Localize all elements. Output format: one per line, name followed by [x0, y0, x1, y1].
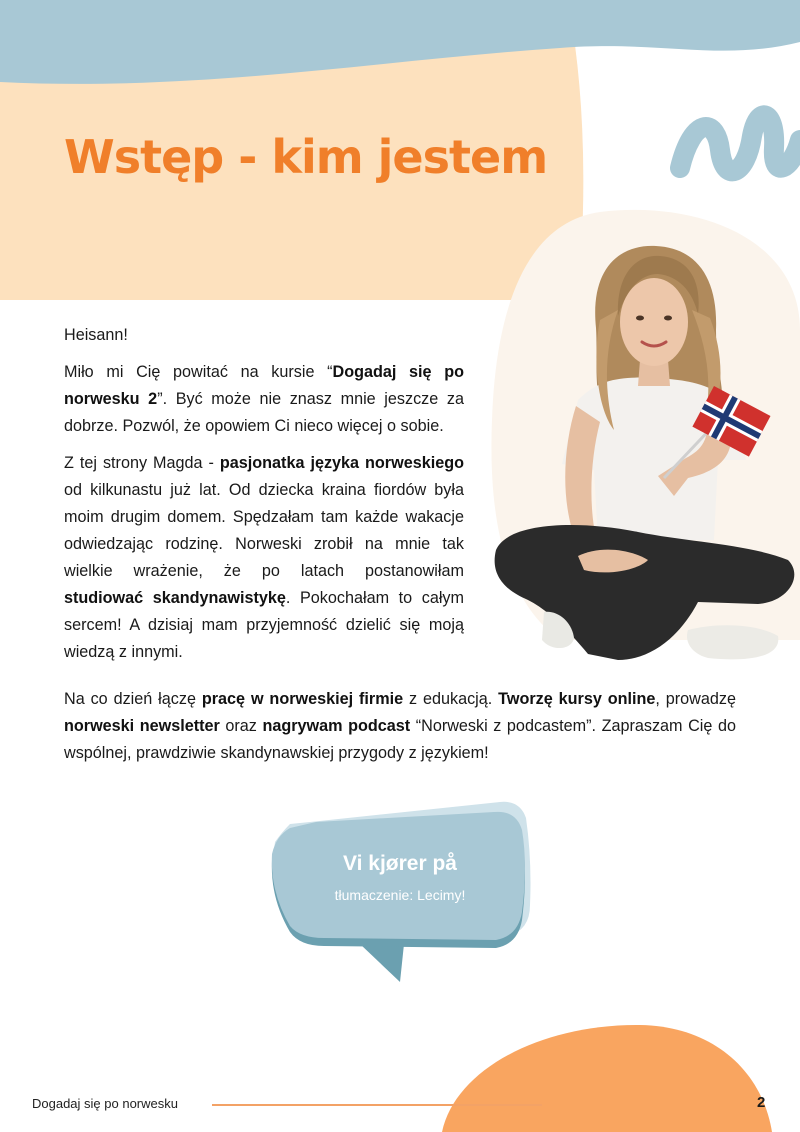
course-name-bold: Dogadaj się po norwesku 2 — [64, 363, 464, 408]
bubble-title: Vi kjører på — [342, 852, 457, 875]
newsletter-bold: norweski newsletter — [64, 717, 220, 735]
footer-label: Dogadaj się po norwesku — [32, 1096, 178, 1111]
courses-bold: Tworzę kursy online — [498, 690, 656, 708]
text-span: oraz — [219, 717, 263, 735]
text-span: Na co dzień łączę — [64, 690, 202, 708]
footer-divider — [212, 1104, 542, 1106]
blue-squiggle — [680, 115, 800, 171]
passion-bold: pasjonatka języka norweskiego — [219, 454, 464, 472]
orange-blob — [442, 1025, 772, 1132]
intro-paragraph-1 — [64, 359, 464, 440]
text-span: ”. Być może nie znasz mnie jeszcze za dobrze. Pozwól, że opowiem Ci nieco więcej o sobie. — [64, 390, 464, 435]
text-span: Miło mi Cię powitać na kursie “ — [64, 363, 333, 381]
text-span: Z tej strony Magda - — [64, 454, 220, 472]
author-photo — [488, 210, 800, 680]
daily-paragraph-text — [64, 686, 736, 767]
study-bold: studiować skandynawistykę — [64, 589, 286, 607]
bubble-subtitle: tłumaczenie: Lecimy! — [334, 887, 466, 903]
intro-paragraph-2 — [64, 450, 464, 666]
text-span: z edukacją. — [403, 690, 499, 708]
greeting: Heisann! — [64, 326, 128, 344]
page-number: 2 — [757, 1094, 766, 1111]
work-bold: pracę w norweskiej firmie — [201, 690, 404, 708]
text-span: “Norweski z podcastem”. Zapraszam Cię do wspólnej, prawdziwie skandynawskiej przygody z językiem! — [64, 717, 736, 762]
text-span: . Pokochałam to całym sercem! A dzisiaj mam przyjemność dzielić się moją wiedzą z innymi. — [64, 589, 464, 661]
text-span: , prowadzę — [655, 690, 736, 708]
text-span: od kilkunastu już lat. Od dziecka kraina fiordów była moim drugim domem. Spędzałam tam każde wakacje odwiedzając rodzinę. Norweski zrobił na mnie tak wielkie wrażenie, że po latach postanowiłam — [64, 481, 464, 580]
daily-paragraph — [64, 686, 736, 767]
page-title: Wstęp - kim jestem — [64, 130, 548, 184]
podcast-bold: nagrywam podcast — [262, 717, 411, 735]
intro-text — [64, 322, 464, 676]
